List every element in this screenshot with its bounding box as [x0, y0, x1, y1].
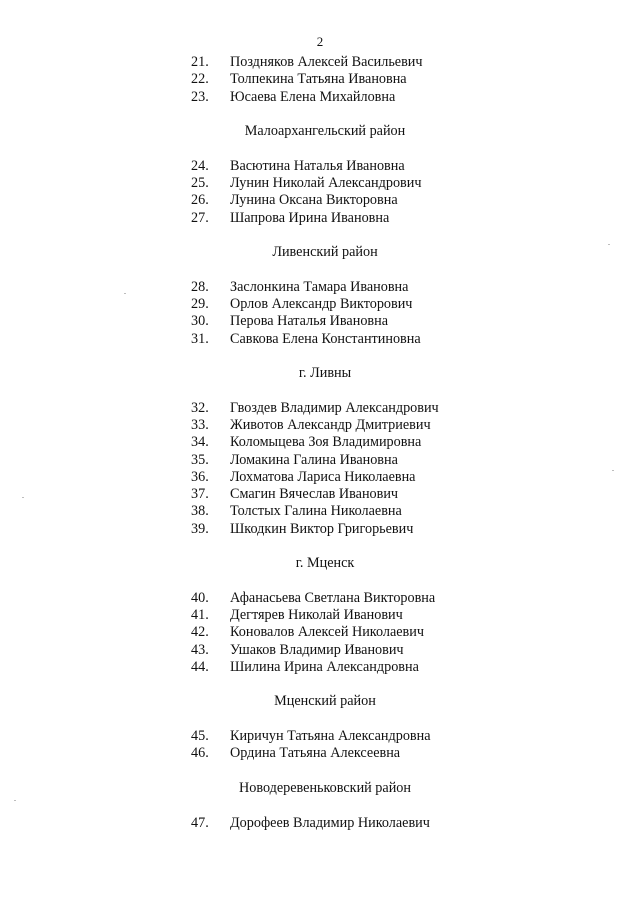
scan-speck: [22, 497, 24, 498]
section-heading: Малоархангельский район: [244, 122, 406, 139]
item-number: 35.: [191, 451, 209, 468]
item-number: 25.: [191, 174, 209, 191]
list-item: [0, 296, 640, 313]
person-name: Киричун Татьяна Александровна: [230, 728, 431, 745]
list-item: [0, 434, 640, 451]
person-name: Дегтярев Николай Иванович: [230, 607, 403, 624]
section-livensky: [0, 244, 640, 348]
section-mtsensky: [0, 693, 640, 762]
item-number: 26.: [191, 192, 209, 209]
list-item: [0, 175, 640, 192]
person-name: Толпекина Татьяна Ивановна: [230, 71, 407, 88]
person-name: Савкова Елена Константиновна: [230, 330, 421, 347]
list-item: [0, 469, 640, 486]
list-item: [0, 417, 640, 434]
item-number: 31.: [191, 330, 209, 347]
section-heading: г. Ливны: [298, 364, 352, 381]
list-item: [0, 728, 640, 745]
item-number: 37.: [191, 486, 209, 503]
person-name: Лунина Оксана Викторовна: [230, 192, 398, 209]
person-name: Афанасьева Светлана Викторовна: [230, 589, 436, 606]
person-name: Коновалов Алексей Николаевич: [230, 624, 424, 641]
section-continuation: [0, 54, 640, 106]
section-livny-city: [0, 365, 640, 538]
name-list: [0, 54, 640, 832]
person-name: Гвоздев Владимир Александрович: [230, 399, 439, 416]
list-item: [0, 158, 640, 175]
section-mtsensk-city: [0, 555, 640, 676]
item-number: 36.: [191, 468, 209, 485]
scan-speck: [124, 293, 126, 294]
person-name: Шкодкин Виктор Григорьевич: [230, 520, 414, 537]
list-item: [0, 313, 640, 330]
item-number: 40.: [191, 589, 209, 606]
list-item: [0, 331, 640, 348]
person-name: Коломыцева Зоя Владимировна: [230, 434, 422, 451]
person-name: Лунин Николай Александрович: [230, 174, 422, 191]
list-item: [0, 590, 640, 607]
person-name: Перова Наталья Ивановна: [230, 313, 389, 330]
item-number: 41.: [191, 607, 209, 624]
person-name: Ломакина Галина Ивановна: [230, 451, 398, 468]
person-name: Поздняков Алексей Васильевич: [230, 54, 423, 70]
person-name: Орлов Александр Викторович: [230, 295, 413, 312]
item-number: 43.: [191, 641, 209, 658]
item-number: 39.: [191, 520, 209, 537]
item-number: 28.: [191, 278, 209, 295]
item-number: 22.: [191, 71, 209, 88]
section-maloarkhangelsky: [0, 123, 640, 227]
list-item: [0, 400, 640, 417]
item-number: 30.: [191, 313, 209, 330]
item-number: 33.: [191, 416, 209, 433]
list-item: [0, 279, 640, 296]
section-heading: Ливенский район: [272, 243, 378, 260]
list-item: [0, 659, 640, 676]
person-name: Ушаков Владимир Иванович: [230, 641, 404, 658]
item-number: 42.: [191, 624, 209, 641]
list-item: [0, 192, 640, 209]
item-number: 24.: [191, 157, 209, 174]
list-item: [0, 521, 640, 538]
person-name: Лохматова Лариса Николаевна: [230, 468, 416, 485]
item-number: 32.: [191, 399, 209, 416]
list-item: [0, 815, 640, 832]
scan-speck: [608, 244, 610, 245]
scan-speck: [14, 800, 16, 801]
list-item: [0, 503, 640, 520]
person-name: Смагин Вячеслав Иванович: [230, 486, 399, 503]
list-item: [0, 89, 640, 106]
person-name: Заслонкина Тамара Ивановна: [230, 278, 409, 295]
section-novoderevenkovsky: [0, 780, 640, 832]
item-number: 21.: [191, 54, 209, 70]
person-name: Васютина Наталья Ивановна: [230, 157, 405, 174]
list-item: [0, 210, 640, 227]
list-item: [0, 452, 640, 469]
person-name: Животов Александр Дмитриевич: [230, 416, 431, 433]
list-item: [0, 624, 640, 641]
page-number: 2: [316, 34, 324, 49]
item-number: 46.: [191, 745, 209, 762]
item-number: 45.: [191, 728, 209, 745]
person-name: Шапрова Ирина Ивановна: [230, 209, 390, 226]
scan-speck: [612, 470, 614, 471]
list-item: [0, 745, 640, 762]
list-item: [0, 54, 640, 71]
item-number: 38.: [191, 503, 209, 520]
person-name: Ордина Татьяна Алексеевна: [230, 745, 401, 762]
section-heading: Мценский район: [274, 693, 376, 710]
item-number: 44.: [191, 659, 209, 676]
item-number: 47.: [191, 814, 209, 831]
list-item: [0, 71, 640, 88]
item-number: 27.: [191, 209, 209, 226]
list-item: [0, 642, 640, 659]
item-number: 34.: [191, 434, 209, 451]
section-heading: Новодеревеньковский район: [239, 779, 411, 796]
person-name: Юсаева Елена Михайловна: [230, 88, 396, 105]
person-name: Шилина Ирина Александровна: [230, 659, 419, 676]
item-number: 23.: [191, 88, 209, 105]
person-name: Толстых Галина Николаевна: [230, 503, 402, 520]
section-heading: г. Мценск: [295, 555, 355, 572]
list-item: [0, 607, 640, 624]
item-number: 29.: [191, 295, 209, 312]
list-item: [0, 486, 640, 503]
person-name: Дорофеев Владимир Николаевич: [230, 814, 430, 831]
